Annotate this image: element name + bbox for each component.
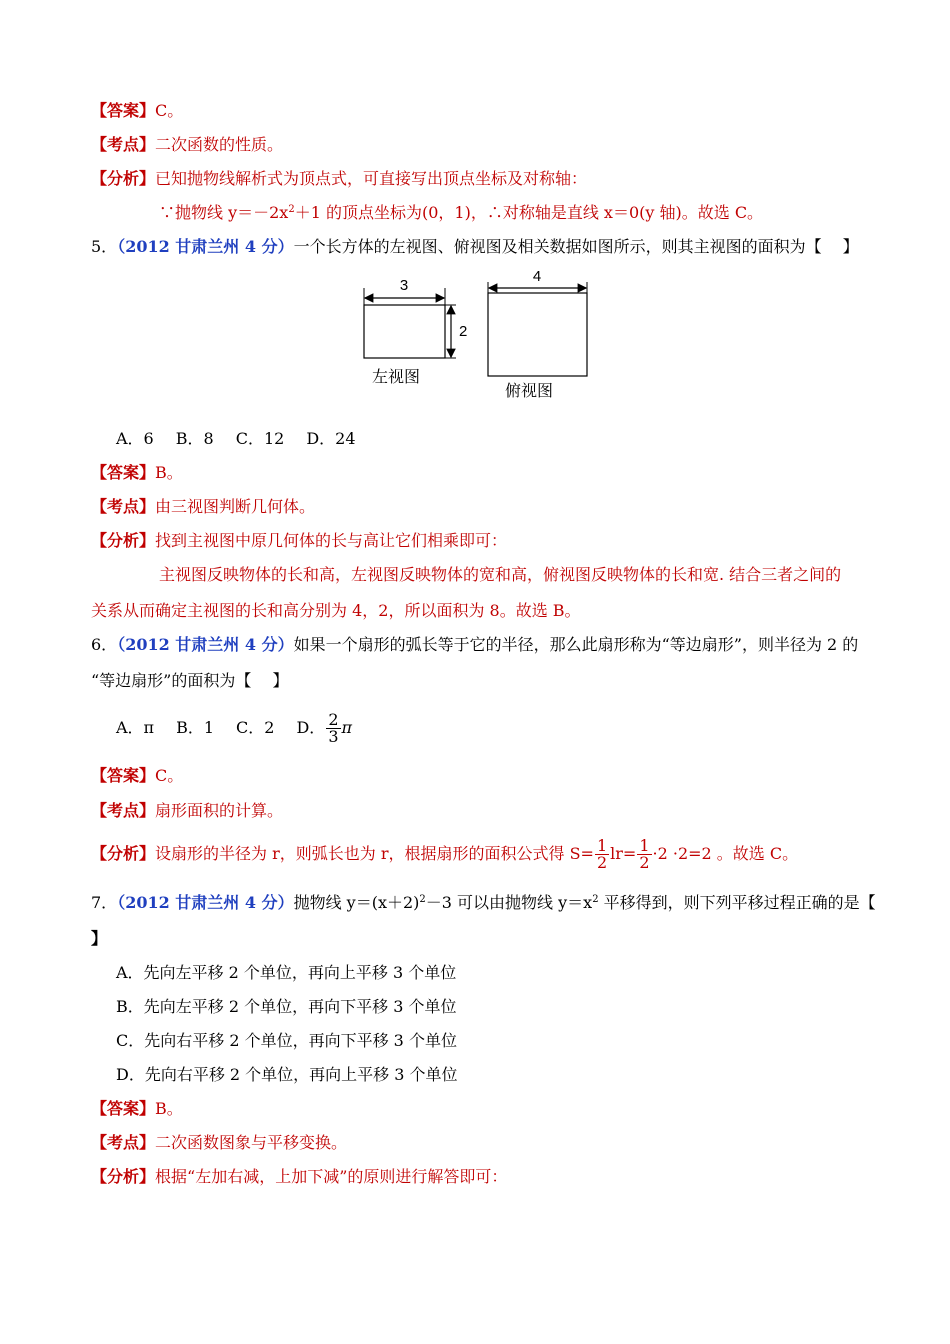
- analysis-label: 【分析】: [91, 169, 156, 188]
- q5-source: （2012 甘肃兰州 4 分）: [117, 237, 294, 256]
- q6-text-1: 如果一个扇形的弧长等于它的半径，那么此扇形称为“等边扇形”，则半径为 2 的: [293, 635, 859, 654]
- left-width-label: 3: [399, 277, 409, 294]
- q6-source: （2012 甘肃兰州 4 分）: [117, 635, 294, 654]
- q5-number: 5．: [91, 237, 118, 256]
- q5-answer-line: 【答案】B。: [91, 463, 183, 482]
- q5-option-c: C．12: [235, 429, 285, 448]
- top-view-rect: [488, 293, 587, 376]
- q7-point-line: 【考点】二次函数图象与平移变换。: [91, 1133, 348, 1152]
- q7-source: （2012 甘肃兰州 4 分）: [117, 893, 294, 912]
- q5-text: 一个长方体的左视图、俯视图及相关数据如图所示，则其主视图的面积为【 】: [293, 237, 859, 256]
- q5-option-d: D．24: [306, 429, 356, 448]
- q6-answer-line: 【答案】C。: [91, 766, 184, 785]
- q6-answer: C。: [155, 766, 184, 785]
- q6-analysis-line: 【分析】设扇形的半径为 r，则弧长也为 r，根据扇形的面积公式得 S= $\frac{1}{2}$ lr= $\frac{1}{2}$ ·2 ·2=2 。故选 C。: [91, 836, 799, 872]
- q5-option-b: B．8: [175, 429, 214, 448]
- q6-point-line: 【考点】扇形面积的计算。: [91, 801, 284, 820]
- q5-analysis-1: 找到主视图中原几何体的长与高让它们相乘即可：: [155, 531, 508, 550]
- q5-point-line: 【考点】由三视图判断几何体。: [91, 497, 316, 516]
- q7-stem: 7．（2012 甘肃兰州 4 分）抛物线 $y=(x+2)^2-3$ 可以由抛物线 $y=x^2$ 平移得到，则下列平移过程正确的是【: [91, 893, 876, 912]
- q7-option-d: D．先向右平移 2 个单位，再向上平移 3 个单位: [116, 1065, 458, 1084]
- left-height-label: 2: [459, 323, 468, 340]
- left-view-rect: [364, 305, 445, 358]
- q6-point: 扇形面积的计算。: [155, 801, 284, 820]
- q7-analysis-line: 【分析】根据“左加右减，上加下减”的原则进行解答即可：: [91, 1167, 508, 1186]
- q6-option-a: A．π: [116, 718, 155, 737]
- q6-number: 6．: [91, 635, 118, 654]
- q7-option-b: B．先向左平移 2 个单位，再向下平移 3 个单位: [116, 997, 457, 1016]
- q6-option-c: C．2: [236, 718, 275, 737]
- q6-analysis: 设扇形的半径为 r，则弧长也为 r，根据扇形的面积公式得 S= $\frac{1}{2}$ lr= $\frac{1}{2}$ ·2 ·2=2 。故选 C。: [155, 836, 799, 872]
- q7-stem-end: 】: [91, 929, 108, 948]
- q6-analysis-fraction-1: $\frac{1}{2}$: [596, 836, 608, 872]
- q6-analysis-fraction-2: $\frac{1}{2}$: [639, 836, 650, 872]
- q7-analysis: 根据“左加右减，上加下减”的原则进行解答即可：: [155, 1167, 508, 1186]
- q5-options: [116, 428, 378, 450]
- q6-stem-1: [91, 634, 858, 656]
- q5-analysis-2: 主视图反映物体的长和高，左视图反映物体的宽和高，俯视图反映物体的长和宽. 结合三者之间的: [159, 565, 842, 584]
- q4-analysis-line: [91, 168, 587, 190]
- q7-answer-line: 【答案】B。: [91, 1099, 183, 1118]
- q6-stem-2: “等边扇形”的面积为【 】: [91, 671, 289, 690]
- q6-option-d-fraction: $\frac{2}{3}$: [328, 710, 339, 746]
- q5-point: 由三视图判断几何体。: [155, 497, 316, 516]
- q4-answer-line: [91, 100, 183, 122]
- q4-answer: C。: [155, 101, 184, 120]
- q7-number: 7．: [91, 893, 118, 912]
- q6-option-d: D．: [296, 718, 326, 737]
- q4-point-line: [91, 134, 283, 156]
- left-view-caption: 左视图: [371, 369, 421, 386]
- q7-option-c: C．先向右平移 2 个单位，再向下平移 3 个单位: [116, 1031, 457, 1050]
- top-view-caption: 俯视图: [504, 383, 554, 400]
- answer-label: 【答案】: [91, 101, 156, 120]
- point-label: 【考点】: [91, 135, 156, 154]
- q5-option-a: A．6: [116, 429, 154, 448]
- q5-figure: [350, 265, 610, 405]
- q6-options: A．π B．1 C．2 D． $\frac{2}{3}$ π: [116, 710, 353, 746]
- top-width-label: 4: [532, 268, 542, 285]
- q6-option-b: B．1: [176, 718, 215, 737]
- q5-answer: B。: [155, 463, 183, 482]
- q5-stem: [91, 236, 859, 258]
- q7-answer: B。: [155, 1099, 183, 1118]
- q7-point: 二次函数图象与平移变换。: [155, 1133, 348, 1152]
- q4-point: 二次函数的性质。: [155, 135, 284, 154]
- q5-analysis-3: 关系从而确定主视图的长和高分别为 4，2，所以面积为 8。故选 B。: [91, 601, 581, 620]
- q4-analysis-1: 已知抛物线解析式为顶点式，可直接写出顶点坐标及对称轴：: [155, 169, 588, 188]
- q4-analysis-2: ∵抛物线 $y=-2x^2+1$ 的顶点坐标为(0，1)，∴对称轴是直线 x＝0(y 轴)。故选 C。: [159, 203, 764, 222]
- q7-option-a: A．先向左平移 2 个单位，再向上平移 3 个单位: [116, 963, 457, 982]
- q5-analysis-line: 【分析】找到主视图中原几何体的长与高让它们相乘即可：: [91, 531, 508, 550]
